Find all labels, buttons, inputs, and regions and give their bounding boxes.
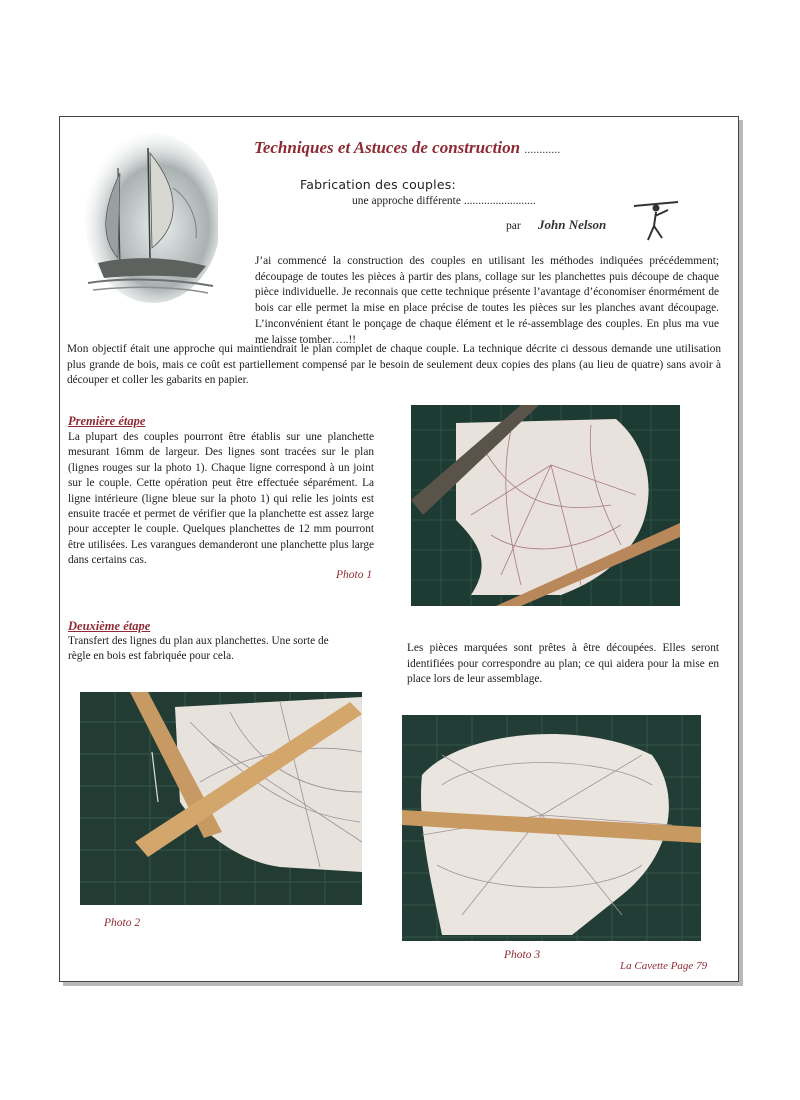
page-title: Techniques et Astuces de construction ............ (254, 138, 561, 157)
photo3-caption: Photo 3 (504, 949, 541, 961)
intro-paragraph-2: Mon objectif était une approche qui maintiendrait le plan complet de chaque couple. La technique décrite ci dessous demande une utilisation plus grande de bois, mais ce coût est partiellement compensé par le besoin de seulement deux copies des plans (au lieu de quatre) sans avoir à découper et coller les gabarits en papier. (67, 343, 721, 387)
by-label: par (506, 220, 521, 232)
step3-text: Les pièces marquées sont prêtes à être découpées. Elles seront identifiées pour correspondre au plan; ce qui aidera pour la mise en place lors de leur assemblage. (407, 642, 719, 686)
photo-2 (80, 692, 362, 905)
step1-heading: Première étape (68, 414, 146, 428)
article-subtitle: Fabrication des couples: (300, 177, 456, 192)
sailing-ship-vignette (78, 128, 218, 303)
article-approach: une approche différente ......................... (352, 195, 536, 207)
step2-text: Transfert des lignes du plan aux planchettes. Une sorte de règle en bois est fabriquée pour cela. (68, 635, 329, 663)
intro-paragraph-1: J’ai commencé la construction des couples en utilisant les méthodes indiquées précédemment; découpage de toutes les pièces à partir des plans, collage sur les planchettes puis découpe de chaque pièce individuelle. Je reconnais que cette technique présente l’avantage d’économiser énormément de bois car elle permet la mise en place précise de toutes les pièces sur les planches avant découpage. L’inconvénient étant le ponçage de chaque élément et le ré-assemblage des couples. En plus ma vue me laisse tomber…..!! (255, 255, 719, 346)
author-signature: John Nelson (538, 217, 607, 232)
step1-text: La plupart des couples pourront être établis sur une planchette mesurant 16mm de largeur. Des lignes sont tracées sur le plan (lignes rouges sur la photo 1). Chaque ligne correspond à un joint sur le couple. Cette opération peut être effectuée séparément. La ligne intérieure (ligne bleue sur la photo 1) qui relie les joints est ensuite tracée et permet de vérifier que la planchette est assez large pour accepter le couple. Quelques planchettes de 12 mm pourront être utilisées. Les varangues demanderont une planchette plus large dans certains cas. (68, 431, 374, 567)
step2-heading: Deuxième étape (68, 619, 151, 633)
photo2-caption: Photo 2 (104, 917, 141, 929)
surveyor-figure-icon (632, 198, 680, 244)
photo1-caption: Photo 1 (336, 569, 373, 581)
photo-1 (411, 405, 680, 606)
page-footer: La Cavette Page 79 (620, 960, 708, 972)
photo-3 (402, 715, 701, 941)
title-dots: ............ (524, 142, 561, 156)
